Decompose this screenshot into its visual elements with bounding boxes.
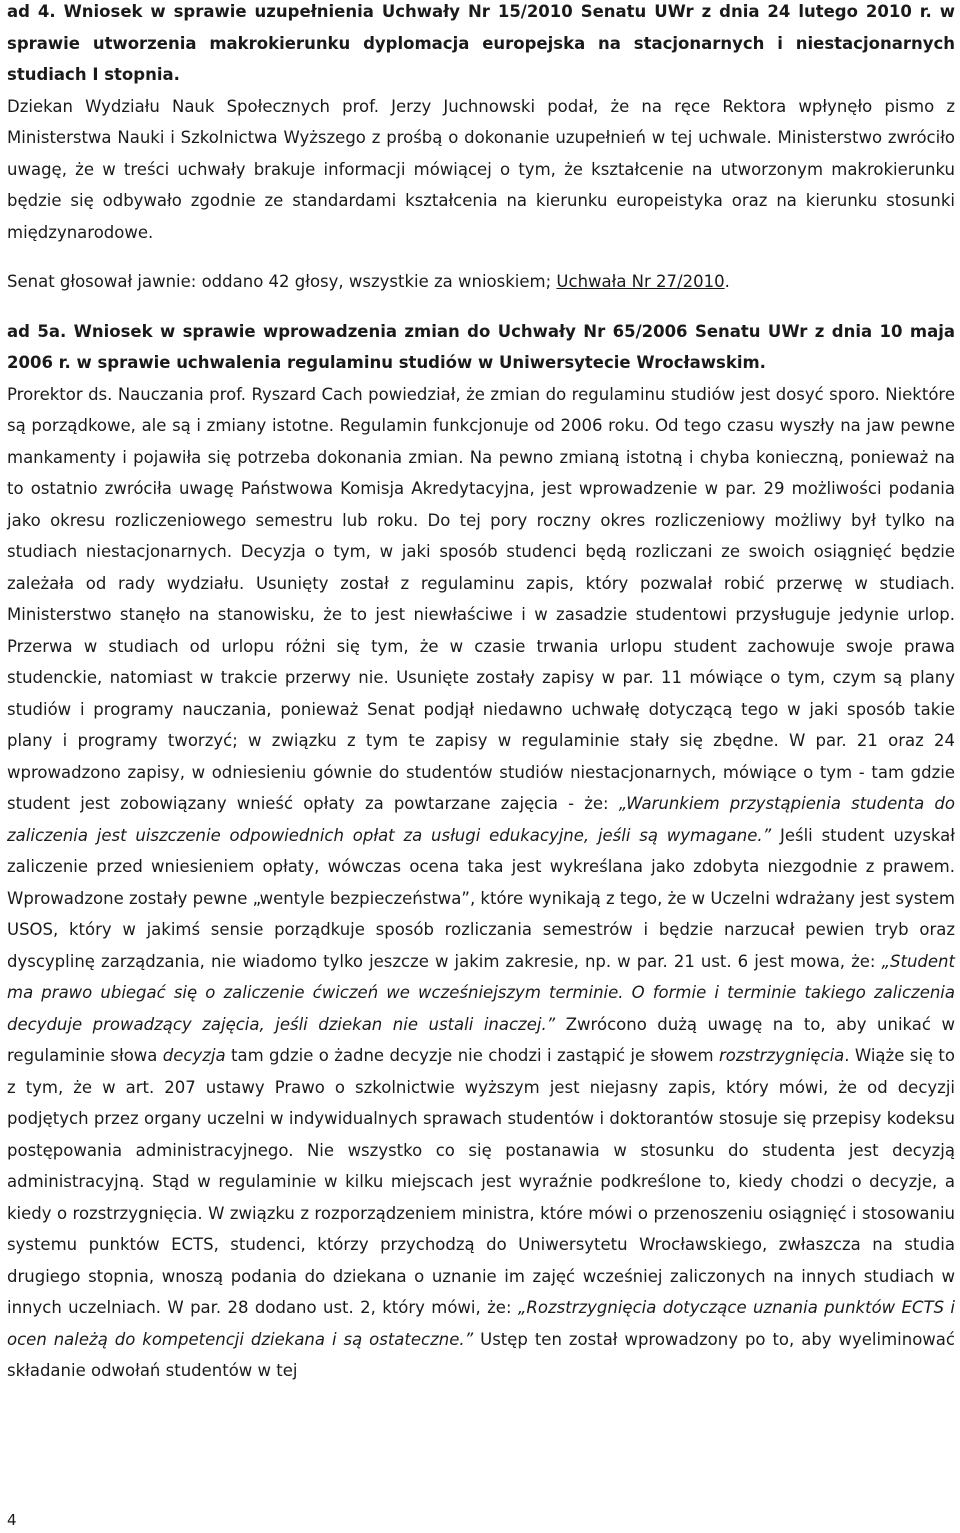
section-5a-text-4: tam gdzie o żadne decyzje nie chodzi i zastąpić je słowem <box>225 1046 720 1065</box>
section-5a-text-2: Jeśli student uzyskał zaliczenie przed wniesieniem opłaty, wówczas ocena taka jest wykreślana jako zdobyta niezgodnie z prawem. Wprowadzone zostały pewne „wentyle bezpieczeństwa”, które wynikają z tego, że w Uczelni wdrażany jest system USOS, który w jakimś sensie porządkuje sposób rozliczania semestrów i będzie narzucał pewien tryb oraz dyscyplinę zarządzania, nie wiadomo tylko jeszcze w jakim zakresie, np. w par. 21 ust. 6 jest mowa, że: <box>7 825 956 971</box>
section-5a-text-1: Prorektor ds. Nauczania prof. Ryszard Cach powiedział, że zmian do regulaminu studiów jest dosyć sporo. Niektóre są porządkowe, ale są i zmiany istotne. Regulamin funkcjonuje od 2006 roku. Od tego czasu wyszły na jaw pewne mankamenty i pojawiła się potrzeba dokonania zmian. Na pewno zmianą istotną i chyba konieczną, ponieważ na to ostatnio zwróciła uwagę Państwowa Komisja Akredytacyjna, jest wprowadzenie w par. 29 możliwości podania jako okresu rozliczeniowego semestru lub roku. Do tej pory roczny okres rozliczeniowy możliwy był tylko na studiach niestacjonarnych. Decyzja o tym, w jaki sposób studenci będą rozliczani ze swoich osiągnięć będzie zależała od rady wydziału. Usunięty został z regulaminu zapis, który pozwalał robić przerwę w studiach. Ministerstwo stanęło na stanowisku, że to jest niewłaściwe i w zasadzie studentowi przysługuje jedynie urlop. Przerwa w studiach od urlopu różni się tym, że w czasie trwania urlopu student zachowuje swoje prawa studenckie, natomiast w trakcie przerwy nie. Usunięte zostały zapisy w par. 11 mówiące o tym, czym są plany studiów i programy nauczania, ponieważ Senat podjął niedawno uchwałę dotyczącą tego w jaki sposób takie plany i programy tworzyć; w związku z tym te zapisy w regulaminie stały się zbędne. W par. 21 oraz 24 wprowadzono zapisy, w odniesieniu gównie do studentów studiów niestacjonarnych, mówiące o tym - tam gdzie student jest zobowiązany wnieść opłaty za powtarzane zajęcia - że: <box>7 384 955 813</box>
section-4 <box>7 0 955 1387</box>
page-number: 4 <box>7 1511 17 1529</box>
quote-ects: „Rozstrzygnięcia dotyczące uznania punktów ECTS i ocen należą do kompetencji dziekana i są ostateczne.” <box>7 1298 955 1349</box>
vote-suffix: . <box>724 272 730 291</box>
resolution-link[interactable]: Uchwała Nr 27/2010 <box>556 272 725 291</box>
section-5a-heading: ad 5a. Wniosek w sprawie wprowadzenia zmian do Uchwały Nr 65/2006 Senatu UWr z dnia 10 maja 2006 r. w sprawie uchwalenia regulaminu studiów w Uniwersytecie Wrocławskim. <box>7 321 955 372</box>
section-4-heading: ad 4. Wniosek w sprawie uzupełnienia Uchwały Nr 15/2010 Senatu UWr z dnia 24 lutego 2010 r. w sprawie utworzenia makrokierunku dyplomacja europejska na stacjonarnych i niestacjonarnych studiach I stopnia. <box>7 2 955 84</box>
quote-earlier-term: „Student ma prawo ubiegać się o zaliczenie ćwiczeń we wcześniejszym terminie. O formie i terminie takiego zaliczenia decyduje prowadzący zajęcia, jeśli dziekan nie ustali inaczej.” <box>7 951 955 1034</box>
term-rozstrzygniecia: rozstrzygnięcia <box>719 1046 845 1065</box>
section-5a-text-5: . Wiąże się to z tym, że w art. 207 ustawy Prawo o szkolnictwie wyższym jest niejasny zapis, który mówi, że od decyzji podjętych przez organy uczelni w indywidualnych sprawach studentów i doktorantów stosuje się przepisy kodeksu postępowania administracyjnego. Nie wszystko co się postanawia w stosunku do studenta jest decyzją administracyjną. Stąd w regulaminie w kilku miejscach jest wyraźnie podkreślone to, kiedy chodzi o decyzje, a kiedy o rozstrzygnięcia. W związku z rozporządzeniem ministra, które mówi o przenoszeniu osiągnięć i stosowaniu systemu punktów ECTS, studenci, którzy przychodzą do Uniwersytetu Wrocławskiego, zwłaszcza na studia drugiego stopnia, wnoszą podania do dziekana o uznanie im zajęć wcześniej zaliczonych na innych studiach w innych uczelniach. W par. 28 dodano ust. 2, który mówi, że: <box>7 1046 956 1317</box>
section-5a-text-6: Ustęp ten został wprowadzony po to, aby wyeliminować składanie odwołań studentów w tej <box>7 1329 955 1380</box>
section-4-body: Dziekan Wydziału Nauk Społecznych prof. Jerzy Juchnowski podał, że na ręce Rektora wpłynęło pismo z Ministerstwa Nauki i Szkolnictwa Wyższego z prośbą o dokonanie uzupełnień w tej uchwale. Ministerstwo zwróciło uwagę, że w treści uchwały brakuje informacji mówiącej o tym, że kształcenie na utworzonym makrokierunku będzie się odbywało zgodnie ze standardami kształcenia na kierunku europeistyka oraz na kierunku stosunki międzynarodowe. <box>7 96 955 242</box>
section-5a-text-3: Zwrócono dużą uwagę na to, aby unikać w regulaminie słowa <box>7 1014 955 1065</box>
vote-statement: Senat głosował jawnie: oddano 42 głosy, wszystkie za wnioskiem; <box>7 272 557 291</box>
quote-payment-condition: „Warunkiem przystąpienia studenta do zaliczenia jest uiszczenie odpowiednich opłat za usługi edukacyjne, jeśli są wymagane.” <box>7 794 955 845</box>
term-decyzja: decyzja <box>162 1046 226 1065</box>
